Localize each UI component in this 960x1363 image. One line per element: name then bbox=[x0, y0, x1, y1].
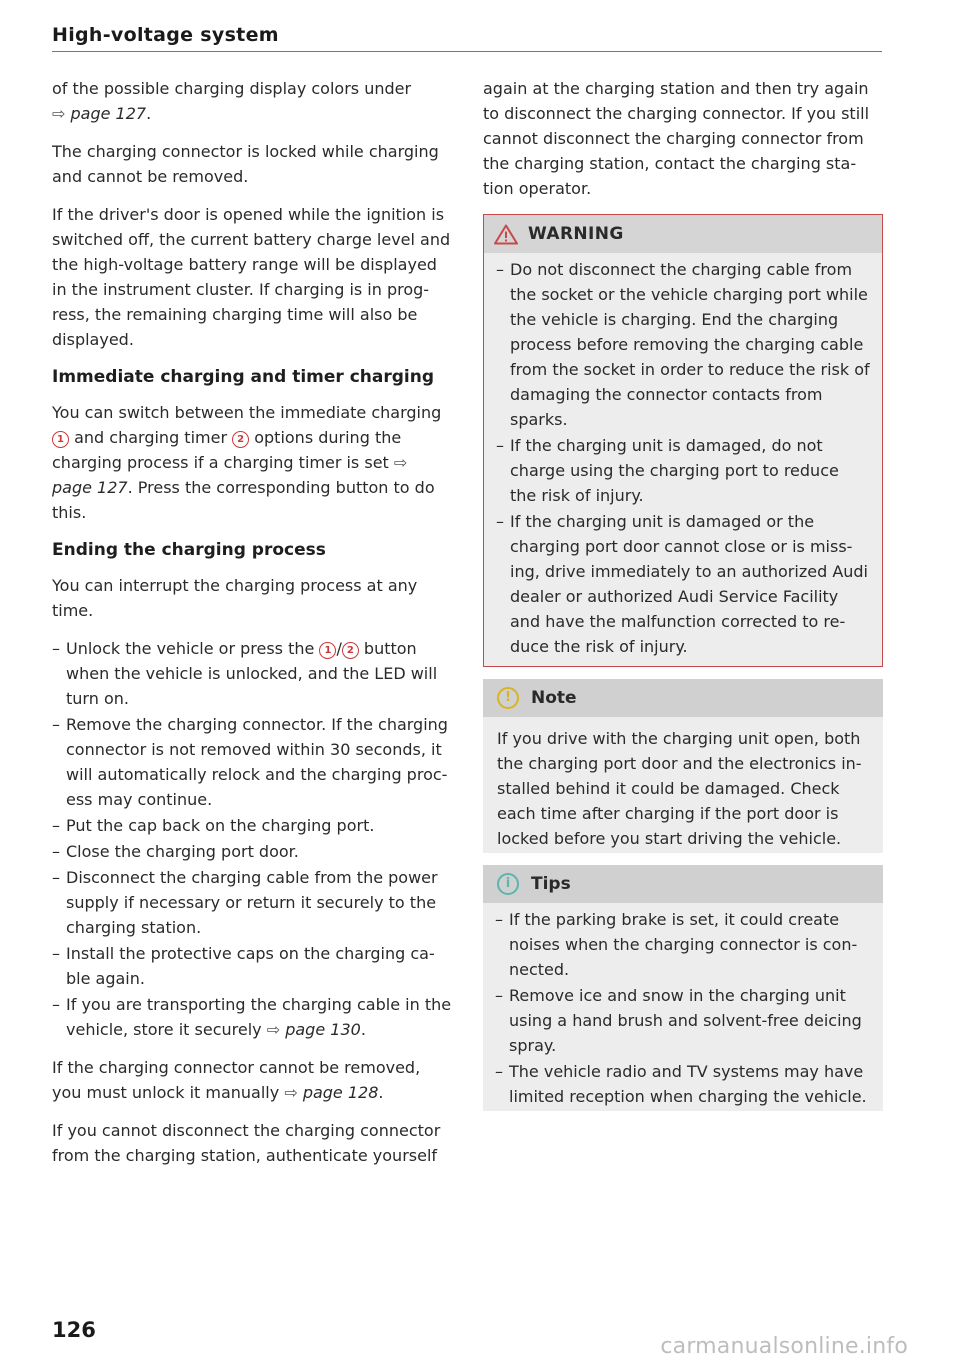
list-item: – Put the cap back on the charging port. bbox=[52, 813, 452, 838]
paragraph-unlock-manually: If the charging connector cannot be removed, you must unlock it manually ⇨ page 128. bbox=[52, 1058, 421, 1102]
watermark: carmanualsonline.info bbox=[660, 1334, 908, 1359]
callout-number-1: 1 bbox=[319, 642, 336, 659]
tips-header bbox=[483, 865, 883, 903]
left-column bbox=[52, 76, 452, 1181]
right-arrow-icon: ⇨ bbox=[284, 1083, 298, 1102]
list-item: – Remove ice and snow in the charging unit using a hand brush and solvent-free deicing spray. bbox=[495, 983, 871, 1058]
paragraph-display-colors: of the possible charging display colors under ⇨ page 127. bbox=[52, 79, 412, 123]
warning-body bbox=[484, 253, 882, 666]
note-title: Note bbox=[531, 688, 577, 708]
note-header bbox=[483, 679, 883, 717]
right-arrow-icon: ⇨ bbox=[52, 104, 66, 123]
paragraph-continued: again at the charging station and then try again to disconnect the charging connector. If you still cannot disconnect the charging connector from the charging station, contact the charging sta-tion operator. bbox=[483, 79, 870, 198]
right-arrow-icon: ⇨ bbox=[266, 1020, 281, 1039]
page-number: 126 bbox=[52, 1318, 96, 1342]
heading-immediate-charging: Immediate charging and timer charging bbox=[52, 367, 435, 387]
page-reference-link[interactable]: page 127 bbox=[52, 478, 128, 497]
note-text: If you drive with the charging unit open, both the charging port door and the electronics in-stalled behind it could be damaged. Check each time after charging if the port door is locked before you start driving the vehicle. bbox=[497, 729, 862, 848]
list-item: – Unlock the vehicle or press the 1 / 2 button when the vehicle is unlocked, and the LED will turn on. bbox=[52, 636, 452, 711]
tips-body bbox=[483, 903, 883, 1111]
warning-header bbox=[484, 215, 882, 253]
warning-triangle-icon bbox=[494, 224, 518, 245]
tips-box bbox=[483, 865, 883, 1111]
ending-steps-list bbox=[52, 636, 452, 1042]
paragraph-interrupt-charging: You can interrupt the charging process at any time. bbox=[52, 576, 418, 620]
note-body bbox=[483, 717, 883, 853]
paragraph-authenticate: If you cannot disconnect the charging connector from the charging station, authenticate yourself bbox=[52, 1121, 441, 1165]
tips-title: Tips bbox=[531, 874, 571, 894]
warning-title: WARNING bbox=[528, 224, 624, 244]
info-circle-icon: i bbox=[497, 873, 519, 895]
tips-list bbox=[495, 907, 871, 1109]
paragraph-immediate-charging: You can switch between the immediate charging 1 and charging timer 2 options during the charging process if a charging timer is set ⇨ page 127. Press the corresponding button to do this. bbox=[52, 403, 442, 522]
list-item: – Close the charging port door. bbox=[52, 839, 452, 864]
callout-number-2: 2 bbox=[232, 431, 249, 448]
list-item: – Install the protective caps on the charging ca-ble again. bbox=[52, 941, 452, 991]
heading-ending-charging: Ending the charging process bbox=[52, 540, 326, 560]
right-arrow-icon: ⇨ bbox=[393, 453, 408, 472]
list-item: – Remove the charging connector. If the charging connector is not removed within 30 seconds, it will automatically relock and the charging proc-ess may continue. bbox=[52, 712, 452, 812]
list-item: – The vehicle radio and TV systems may have limited reception when charging the vehicle. bbox=[495, 1059, 871, 1109]
callout-number-2: 2 bbox=[342, 642, 359, 659]
list-item: – If you are transporting the charging cable in the vehicle, store it securely ⇨ page 130. bbox=[52, 992, 452, 1042]
exclamation-circle-icon: ! bbox=[497, 687, 519, 709]
callout-number-1: 1 bbox=[52, 431, 69, 448]
right-column bbox=[483, 76, 883, 1111]
list-item: – Disconnect the charging cable from the power supply if necessary or return it securely to the charging station. bbox=[52, 865, 452, 940]
page-reference-link[interactable]: page 128 bbox=[302, 1083, 379, 1102]
note-box bbox=[483, 679, 883, 853]
paragraph-connector-locked: The charging connector is locked while charging and cannot be removed. bbox=[52, 142, 439, 186]
list-item: – If the charging unit is damaged, do not charge using the charging port to reduce the risk of injury. bbox=[496, 433, 870, 508]
page-reference-link[interactable]: page 127 bbox=[70, 104, 147, 123]
warning-list bbox=[496, 257, 870, 659]
warning-box bbox=[483, 214, 883, 667]
list-item: – If the charging unit is damaged or the charging port door cannot close or is miss-ing, drive immediately to an authorized Audi dealer or authorized Audi Service Facility and have the malfunction corrected to re-duce the risk of injury. bbox=[496, 509, 870, 659]
page-reference-link[interactable]: page 130 bbox=[285, 1020, 361, 1039]
list-item: – Do not disconnect the charging cable from the socket or the vehicle charging port while the vehicle is charging. End the charging process before removing the charging cable from the socket in order to reduce the risk of damaging the connector contacts from sparks. bbox=[496, 257, 870, 432]
header-divider bbox=[52, 51, 882, 52]
page-header-title: High-voltage system bbox=[52, 24, 279, 46]
paragraph-drivers-door: If the driver's door is opened while the ignition is switched off, the current battery charge level and the high-voltage battery range will be displayed in the instrument cluster. If charging is in prog-ress, the remaining charging time will also be displayed. bbox=[52, 205, 451, 349]
list-item: – If the parking brake is set, it could create noises when the charging connector is con-nected. bbox=[495, 907, 871, 982]
